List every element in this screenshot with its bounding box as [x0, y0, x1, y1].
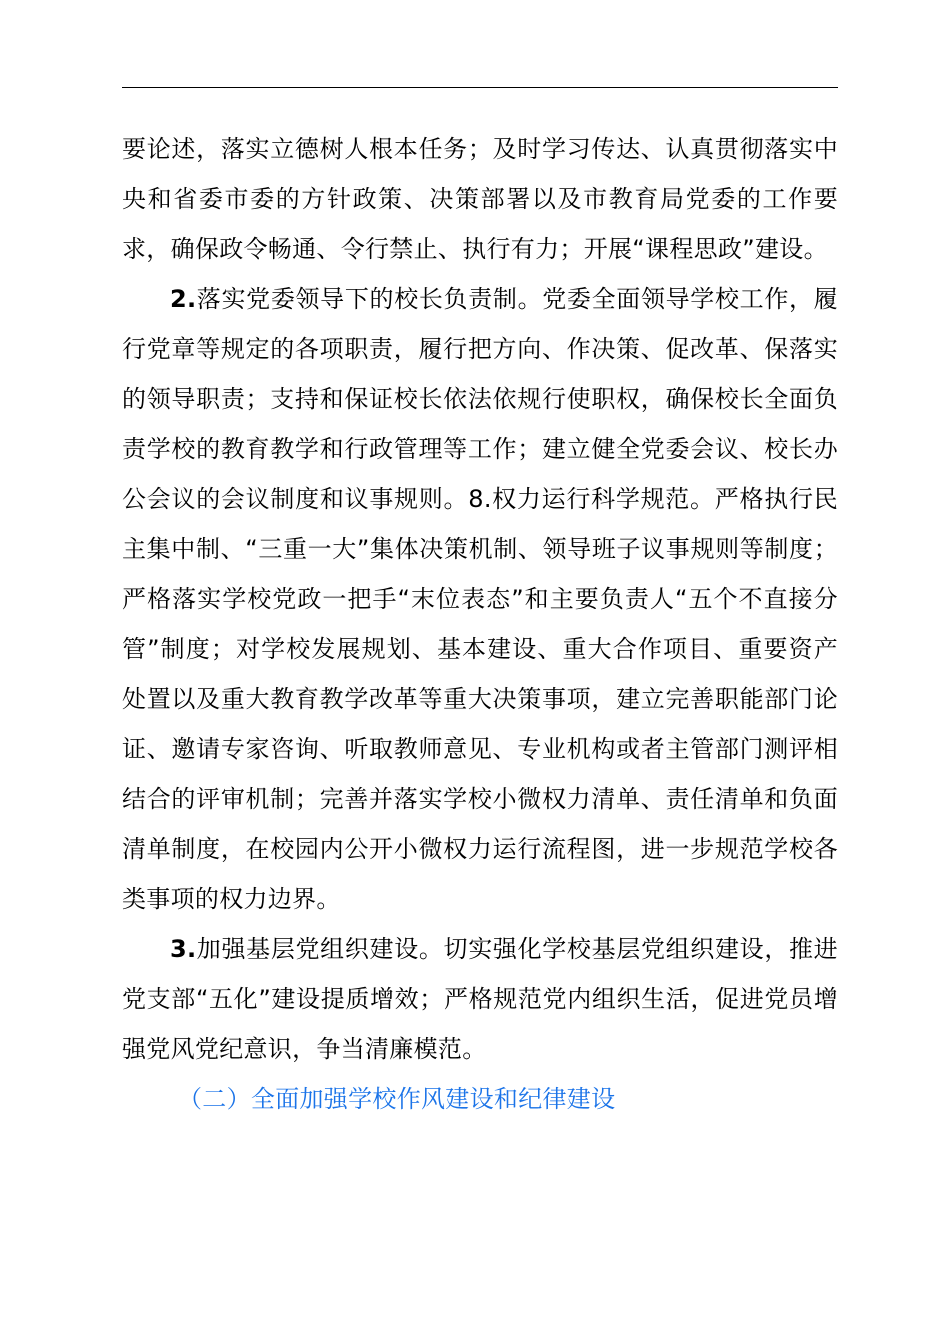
paragraph-text: 加强基层党组织建设。切实强化学校基层党组织建设，推进党支部“五化”建设提质增效；严格规范党内组织生活，促进党员增强党风党纪意识，争当清廉模范。: [122, 935, 838, 1063]
paragraph-continuation: [122, 124, 838, 274]
header-rule: [122, 87, 838, 88]
paragraph-item-3: [122, 924, 838, 1074]
paragraph-item-2: [122, 274, 838, 924]
section-heading: （二）全面加强学校作风建设和纪律建设: [178, 1085, 616, 1113]
item-number: 2.: [170, 285, 197, 313]
paragraph-text: 落实党委领导下的校长负责制。党委全面领导学校工作，履行党章等规定的各项职责，履行把方向、作决策、促改革、保落实的领导职责；支持和保证校长依法依规行使职权，确保校长全面负责学校的教育教学和行政管理等工作；建立健全党委会议、校长办公会议的会议制度和议事规则。8.权力运行科学规范。严格执行民主集中制、“三重一大”集体决策机制、领导班子议事规则等制度；严格落实学校党政一把手“末位表态”和主要负责人“五个不直接分管”制度；对学校发展规划、基本建设、重大合作项目、重要资产处置以及重大教育教学改革等重大决策事项，建立完善职能部门论证、邀请专家咨询、听取教师意见、专业机构或者主管部门测评相结合的评审机制；完善并落实学校小微权力清单、责任清单和负面清单制度，在校园内公开小微权力运行流程图，进一步规范学校各类事项的权力边界。: [122, 285, 838, 913]
document-body: [122, 124, 838, 1124]
item-number: 3.: [170, 935, 197, 963]
paragraph-text: 要论述，落实立德树人根本任务；及时学习传达、认真贯彻落实中央和省委市委的方针政策、决策部署以及市教育局党委的工作要求，确保政令畅通、令行禁止、执行有力；开展“课程思政”建设。: [122, 135, 838, 263]
